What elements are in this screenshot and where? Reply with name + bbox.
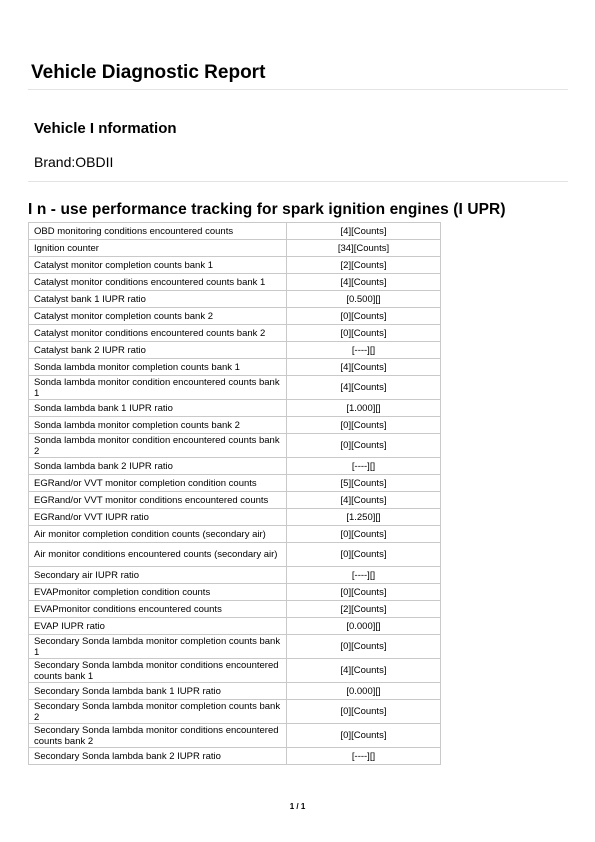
table-row bbox=[29, 567, 441, 584]
table-row bbox=[29, 325, 441, 342]
parameter-name: Sonda lambda monitor condition encountered counts bank 1 bbox=[29, 376, 287, 400]
parameter-value: [1.250][] bbox=[287, 509, 441, 526]
parameter-value: [4][Counts] bbox=[287, 659, 441, 683]
table-row bbox=[29, 458, 441, 475]
parameter-name: Ignition counter bbox=[29, 240, 287, 257]
parameter-name: EVAP IUPR ratio bbox=[29, 618, 287, 635]
parameter-value: [0][Counts] bbox=[287, 635, 441, 659]
vehicle-info-divider bbox=[28, 181, 568, 182]
parameter-name: Catalyst monitor conditions encountered counts bank 1 bbox=[29, 274, 287, 291]
parameter-name: Air monitor conditions encountered counts (secondary air) bbox=[29, 543, 287, 567]
parameter-name: OBD monitoring conditions encountered counts bbox=[29, 223, 287, 240]
table-row bbox=[29, 601, 441, 618]
table-row bbox=[29, 400, 441, 417]
parameter-name: Catalyst monitor completion counts bank 2 bbox=[29, 308, 287, 325]
parameter-name: Sonda lambda monitor completion counts bank 2 bbox=[29, 417, 287, 434]
table-row bbox=[29, 509, 441, 526]
parameter-value: [0.500][] bbox=[287, 291, 441, 308]
parameter-value: [4][Counts] bbox=[287, 376, 441, 400]
table-row bbox=[29, 584, 441, 601]
parameter-value: [0][Counts] bbox=[287, 724, 441, 748]
parameter-value: [0][Counts] bbox=[287, 526, 441, 543]
parameter-name: Secondary Sonda lambda monitor completion counts bank 1 bbox=[29, 635, 287, 659]
parameter-value: [----][] bbox=[287, 458, 441, 475]
iupr-table bbox=[28, 222, 441, 765]
table-row bbox=[29, 359, 441, 376]
parameter-value: [0][Counts] bbox=[287, 325, 441, 342]
parameter-name: Catalyst monitor completion counts bank 1 bbox=[29, 257, 287, 274]
parameter-value: [0][Counts] bbox=[287, 584, 441, 601]
vehicle-info-heading: Vehicle I nformation bbox=[34, 120, 177, 137]
parameter-name: Sonda lambda monitor completion counts bank 1 bbox=[29, 359, 287, 376]
page-indicator: 1 / 1 bbox=[289, 802, 306, 811]
parameter-name: EGRand/or VVT IUPR ratio bbox=[29, 509, 287, 526]
table-row bbox=[29, 724, 441, 748]
parameter-name: Secondary Sonda lambda monitor conditions encountered counts bank 2 bbox=[29, 724, 287, 748]
parameter-value: [1.000][] bbox=[287, 400, 441, 417]
parameter-value: [0][Counts] bbox=[287, 434, 441, 458]
parameter-name: Secondary Sonda lambda bank 2 IUPR ratio bbox=[29, 748, 287, 765]
parameter-value: [4][Counts] bbox=[287, 492, 441, 509]
parameter-value: [0][Counts] bbox=[287, 543, 441, 567]
parameter-value: [----][] bbox=[287, 342, 441, 359]
parameter-value: [0.000][] bbox=[287, 683, 441, 700]
parameter-name: EVAPmonitor conditions encountered counts bbox=[29, 601, 287, 618]
table-row bbox=[29, 274, 441, 291]
parameter-name: Secondary Sonda lambda monitor conditions encountered counts bank 1 bbox=[29, 659, 287, 683]
table-row bbox=[29, 635, 441, 659]
parameter-value: [4][Counts] bbox=[287, 223, 441, 240]
parameter-value: [2][Counts] bbox=[287, 601, 441, 618]
parameter-value: [0][Counts] bbox=[287, 700, 441, 724]
table-row bbox=[29, 342, 441, 359]
parameter-name: Catalyst bank 1 IUPR ratio bbox=[29, 291, 287, 308]
table-row bbox=[29, 748, 441, 765]
report-title: Vehicle Diagnostic Report bbox=[31, 62, 266, 83]
title-divider bbox=[28, 89, 568, 90]
table-row bbox=[29, 257, 441, 274]
table-row bbox=[29, 526, 441, 543]
parameter-value: [4][Counts] bbox=[287, 359, 441, 376]
table-row bbox=[29, 376, 441, 400]
table-row bbox=[29, 223, 441, 240]
brand-label: Brand:OBDII bbox=[34, 154, 114, 170]
parameter-value: [----][] bbox=[287, 748, 441, 765]
parameter-name: Secondary Sonda lambda monitor completion counts bank 2 bbox=[29, 700, 287, 724]
parameter-value: [5][Counts] bbox=[287, 475, 441, 492]
table-row bbox=[29, 492, 441, 509]
parameter-value: [2][Counts] bbox=[287, 257, 441, 274]
table-row bbox=[29, 683, 441, 700]
parameter-name: Air monitor completion condition counts (secondary air) bbox=[29, 526, 287, 543]
table-row bbox=[29, 543, 441, 567]
parameter-name: Secondary Sonda lambda bank 1 IUPR ratio bbox=[29, 683, 287, 700]
table-row bbox=[29, 434, 441, 458]
parameter-name: Catalyst bank 2 IUPR ratio bbox=[29, 342, 287, 359]
table-row bbox=[29, 291, 441, 308]
parameter-name: EGRand/or VVT monitor completion condition counts bbox=[29, 475, 287, 492]
parameter-name: EVAPmonitor completion condition counts bbox=[29, 584, 287, 601]
table-row bbox=[29, 475, 441, 492]
parameter-name: Sonda lambda bank 2 IUPR ratio bbox=[29, 458, 287, 475]
table-row bbox=[29, 618, 441, 635]
parameter-value: [34][Counts] bbox=[287, 240, 441, 257]
table-row bbox=[29, 240, 441, 257]
parameter-name: Catalyst monitor conditions encountered counts bank 2 bbox=[29, 325, 287, 342]
parameter-name: Secondary air IUPR ratio bbox=[29, 567, 287, 584]
table-row bbox=[29, 659, 441, 683]
parameter-value: [0.000][] bbox=[287, 618, 441, 635]
parameter-name: Sonda lambda monitor condition encountered counts bank 2 bbox=[29, 434, 287, 458]
parameter-value: [0][Counts] bbox=[287, 417, 441, 434]
parameter-name: Sonda lambda bank 1 IUPR ratio bbox=[29, 400, 287, 417]
table-row bbox=[29, 308, 441, 325]
parameter-value: [4][Counts] bbox=[287, 274, 441, 291]
parameter-value: [0][Counts] bbox=[287, 308, 441, 325]
iupr-heading: I n - use performance tracking for spark ignition engines (I UPR) bbox=[28, 201, 506, 218]
iupr-table-body bbox=[29, 223, 441, 765]
parameter-value: [----][] bbox=[287, 567, 441, 584]
parameter-name: EGRand/or VVT monitor conditions encountered counts bbox=[29, 492, 287, 509]
table-row bbox=[29, 700, 441, 724]
table-row bbox=[29, 417, 441, 434]
